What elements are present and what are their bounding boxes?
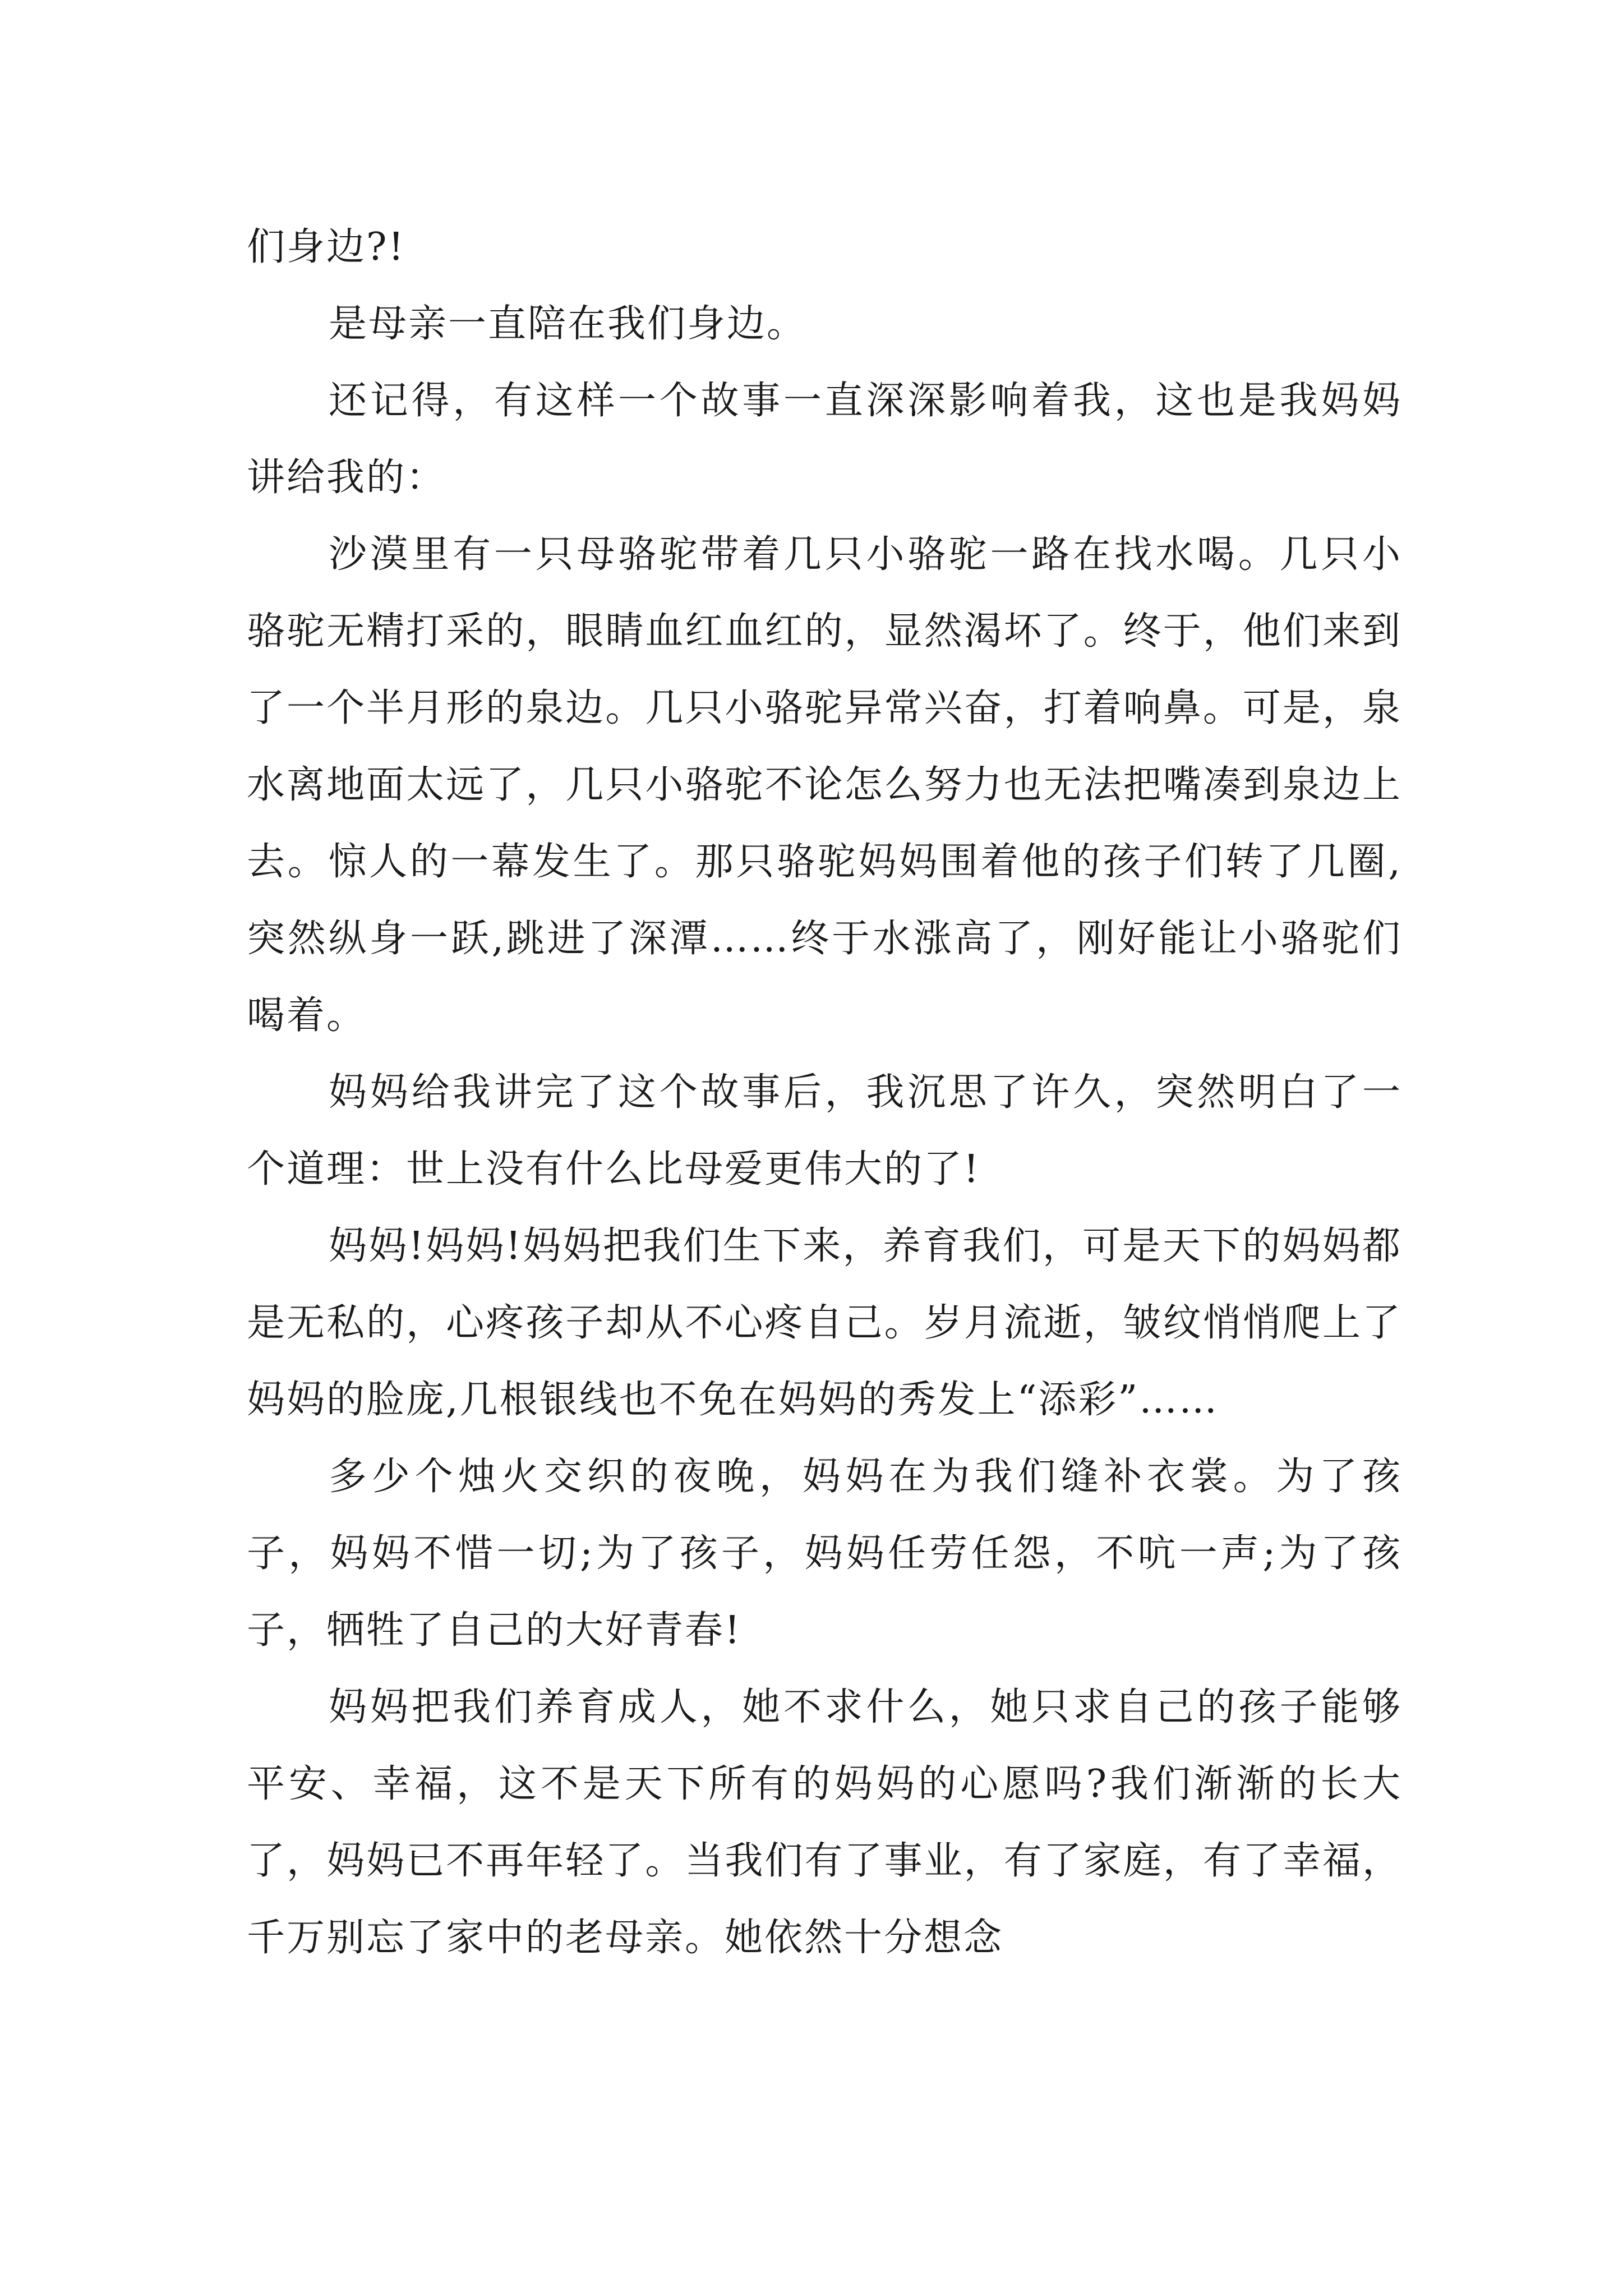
paragraph: 们身边?! bbox=[247, 225, 405, 269]
paragraph: 多少个烛火交织的夜晚，妈妈在为我们缝补衣裳。为了孩子，妈妈不惜一切;为了孩子，妈妈任劳任怨，不吭一声;为了孩子，牺牲了自己的大好青春! bbox=[247, 1455, 1402, 1653]
paragraph: 妈妈把我们养育成人，她不求什么，她只求自己的孩子能够平安、幸福，这不是天下所有的妈妈的心愿吗?我们渐渐的长大了，妈妈已不再年轻了。当我们有了事业，有了家庭，有了幸福，千万别忘了家中的老母亲。她依然十分想念 bbox=[247, 1685, 1402, 1960]
paragraph: 沙漠里有一只母骆驼带着几只小骆驼一路在找水喝。几只小骆驼无精打采的，眼睛血红血红的，显然渴坏了。终于，他们来到了一个半月形的泉边。几只小骆驼异常兴奋，打着响鼻。可是，泉水离地面太远了，几只小骆驼不论怎么努力也无法把嘴凑到泉边上去。惊人的一幕发生了。那只骆驼妈妈围着他的孩子们转了几圈,突然纵身一跃,跳进了深潭……终于水涨高了，刚好能让小骆驼们喝着。 bbox=[247, 532, 1402, 1038]
paragraph: 妈妈给我讲完了这个故事后，我沉思了许久，突然明白了一个道理：世上没有什么比母爱更伟大的了! bbox=[247, 1070, 1402, 1191]
document-page bbox=[247, 209, 1402, 1976]
paragraph: 妈妈!妈妈!妈妈把我们生下来，养育我们，可是天下的妈妈都是无私的，心疼孩子却从不心疼自己。岁月流逝，皱纹悄悄爬上了妈妈的脸庞,几根银线也不免在妈妈的秀发上“添彩”…… bbox=[247, 1224, 1402, 1422]
paragraph: 是母亲一直陪在我们身边。 bbox=[329, 302, 807, 346]
paragraph: 还记得，有这样一个故事一直深深影响着我，这也是我妈妈讲给我的： bbox=[247, 379, 1402, 500]
